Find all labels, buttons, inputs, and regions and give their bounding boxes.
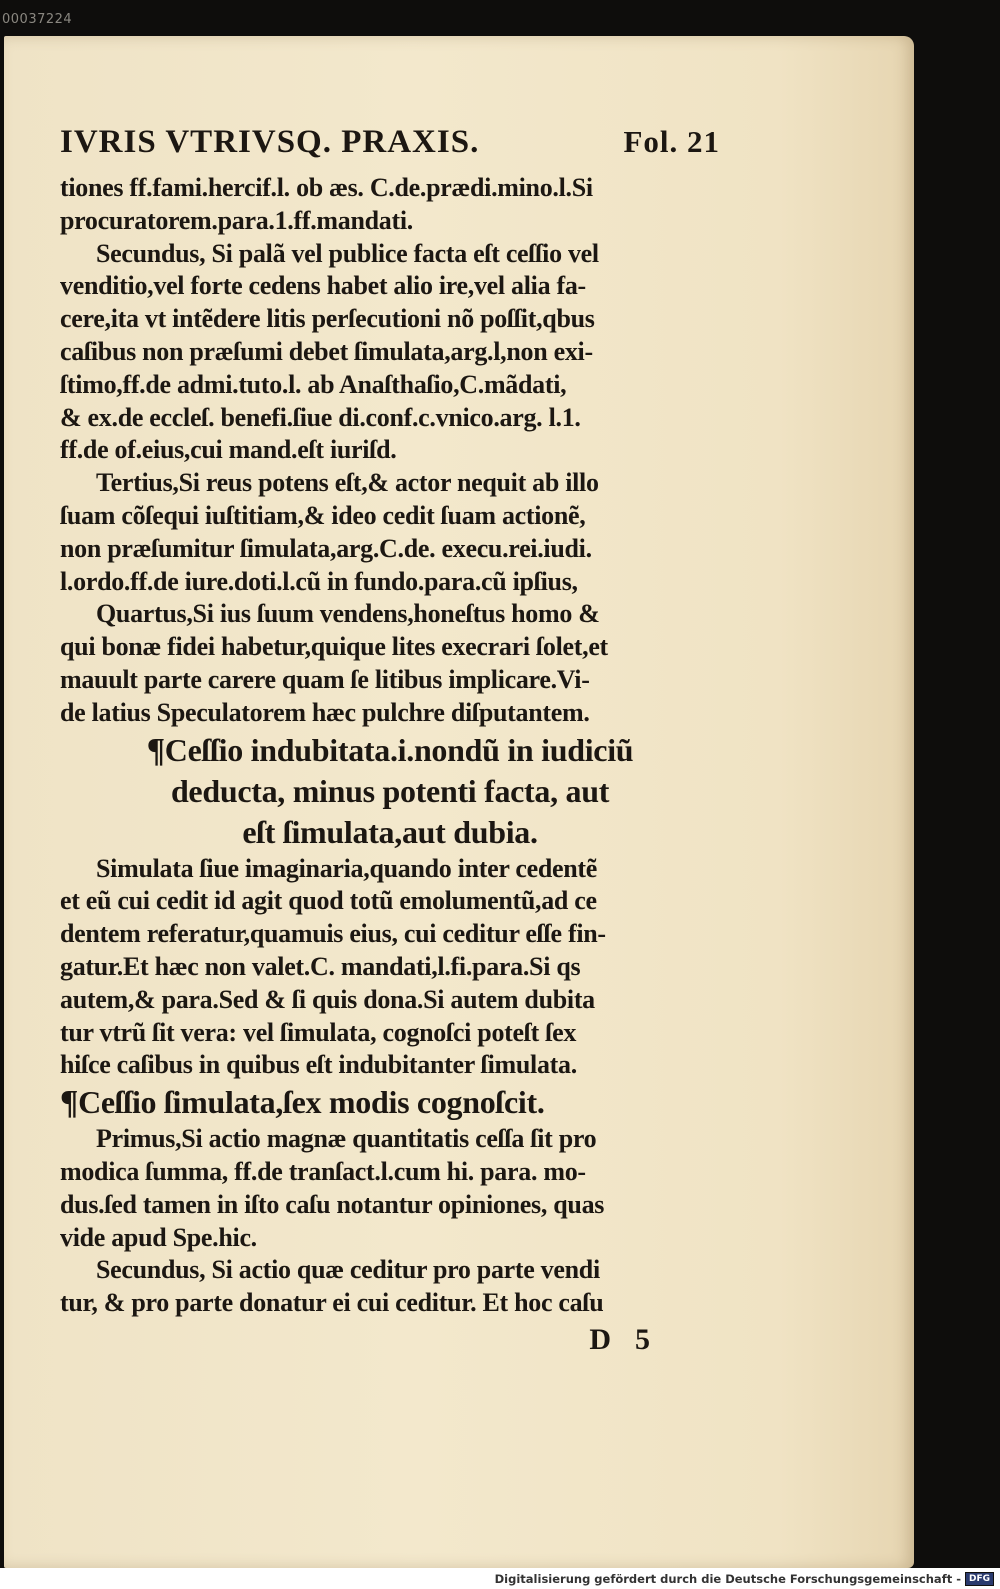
text-line: Secundus, Si actio quæ ceditur pro parte vendi <box>96 1255 600 1285</box>
running-head <box>60 124 720 172</box>
paragraph-block-c <box>60 1123 720 1320</box>
text-line: non præſumitur ſimulata,arg.C.de. execu.rei.iudi. <box>60 533 592 563</box>
text-line: l.ordo.ff.de iure.doti.l.cũ in fundo.para.cũ ipſius, <box>60 566 578 596</box>
text-line: Tertius,Si reus potens eſt,& actor nequit ab illo <box>96 468 599 498</box>
signature-number: 5 <box>635 1322 650 1356</box>
text-line: vide apud Spe.hic. <box>60 1222 257 1252</box>
text-line: tur vtrũ ſit vera: vel ſimulata, cognoſci poteſt ſex <box>60 1017 577 1047</box>
text-line: autem,& para.Sed & ſi quis dona.Si autem dubita <box>60 984 595 1014</box>
text-line: caſibus non præſumi debet ſimulata,arg.l,non exi- <box>60 336 593 366</box>
text-line: tiones ff.fami.hercif.l. ob æs. C.de.prædi.mino.l.Si <box>60 173 593 202</box>
text-line: modica ſumma, ff.de tranſact.l.cum hi. para. mo- <box>60 1156 586 1186</box>
text-line: qui bonæ fidei habetur,quique lites execrari ſolet,et <box>60 632 608 662</box>
funding-notice: Digitalisierung gefördert durch die Deutsche Forschungsgemeinschaft - <box>494 1571 961 1586</box>
pilcrow-icon: ¶ <box>146 731 165 769</box>
text-line: Simulata ſiue imaginaria,quando inter cedentẽ <box>96 853 597 883</box>
paragraph-block-a <box>60 172 720 730</box>
text-line: dus.ſed tamen in iſto caſu notantur opiniones, quas <box>60 1189 605 1219</box>
heading-line: eſt ſimulata,aut dubia. <box>242 813 538 850</box>
text-line: & ex.de eccleſ. benefi.ſiue di.conf.c.vnico.arg. l.1. <box>60 402 581 432</box>
text-line: procuratorem.para.1.ff.mandati. <box>60 205 413 235</box>
text-line: tur, & pro parte donatur ei cui ceditur. Et hoc caſu <box>60 1288 604 1318</box>
footer-bar <box>0 1568 1000 1589</box>
signature-letter: D <box>589 1322 611 1356</box>
text-line: dentem referatur,quamuis eius, cui ceditur eſſe fin- <box>60 919 606 949</box>
signature-mark <box>60 1320 720 1360</box>
text-line: Quartus,Si ius ſuum vendens,honeſtus homo & <box>96 599 600 629</box>
heading-line: deducta, minus potenti facta, aut <box>170 772 610 809</box>
text-line: venditio,vel forte cedens habet alio ire,vel alia fa- <box>60 271 586 301</box>
text-line: Primus,Si actio magnæ quantitatis ceſſa ſit pro <box>96 1124 597 1154</box>
running-head-title: IVRIS VTRIVSQ. PRAXIS. <box>60 124 480 160</box>
text-line: ff.de of.eius,cui mand.eſt iuriſd. <box>60 435 397 465</box>
paragraph-block-b <box>60 853 720 1083</box>
heading-line: ¶Ceſſio indubitata.i.nondũ in iudiciũ <box>146 731 634 769</box>
folio-number: Fol. 21 <box>623 124 720 159</box>
text-line: ſuam cõſequi iuſtitiam,& ideo cedit ſuam actionẽ, <box>60 500 586 530</box>
section-heading-1 <box>60 730 720 853</box>
section-heading-2: ¶Ceſſio ſimulata,ſex modis cognoſcit. <box>60 1084 545 1122</box>
text-line: cere,ita vt intẽdere litis perſecutioni nõ poſſit,qbus <box>60 304 595 334</box>
scan-id-label: 00037224 <box>2 12 73 27</box>
page-text-block <box>60 124 720 1360</box>
dfg-logo: DFG <box>965 1572 994 1586</box>
text-line: hiſce caſibus in quibus eſt indubitanter ſimulata. <box>60 1050 577 1080</box>
text-line: mauult parte carere quam ſe litibus implicare.Vi- <box>60 664 590 694</box>
text-line: et eũ cui cedit id agit quod totũ emolumentũ,ad ce <box>60 886 597 916</box>
book-page <box>4 36 914 1568</box>
text-line: Secundus, Si palã vel publice facta eſt ceſſio vel <box>96 238 599 268</box>
text-line: de latius Speculatorem hæc pulchre diſputantem. <box>60 697 590 727</box>
text-line: gatur.Et hæc non valet.C. mandati,l.fi.para.Si qs <box>60 951 581 981</box>
text-line: ſtimo,ff.de admi.tuto.l. ab Anaſthaſio,C.mãdati, <box>60 369 567 399</box>
pilcrow-icon: ¶ <box>60 1084 79 1122</box>
